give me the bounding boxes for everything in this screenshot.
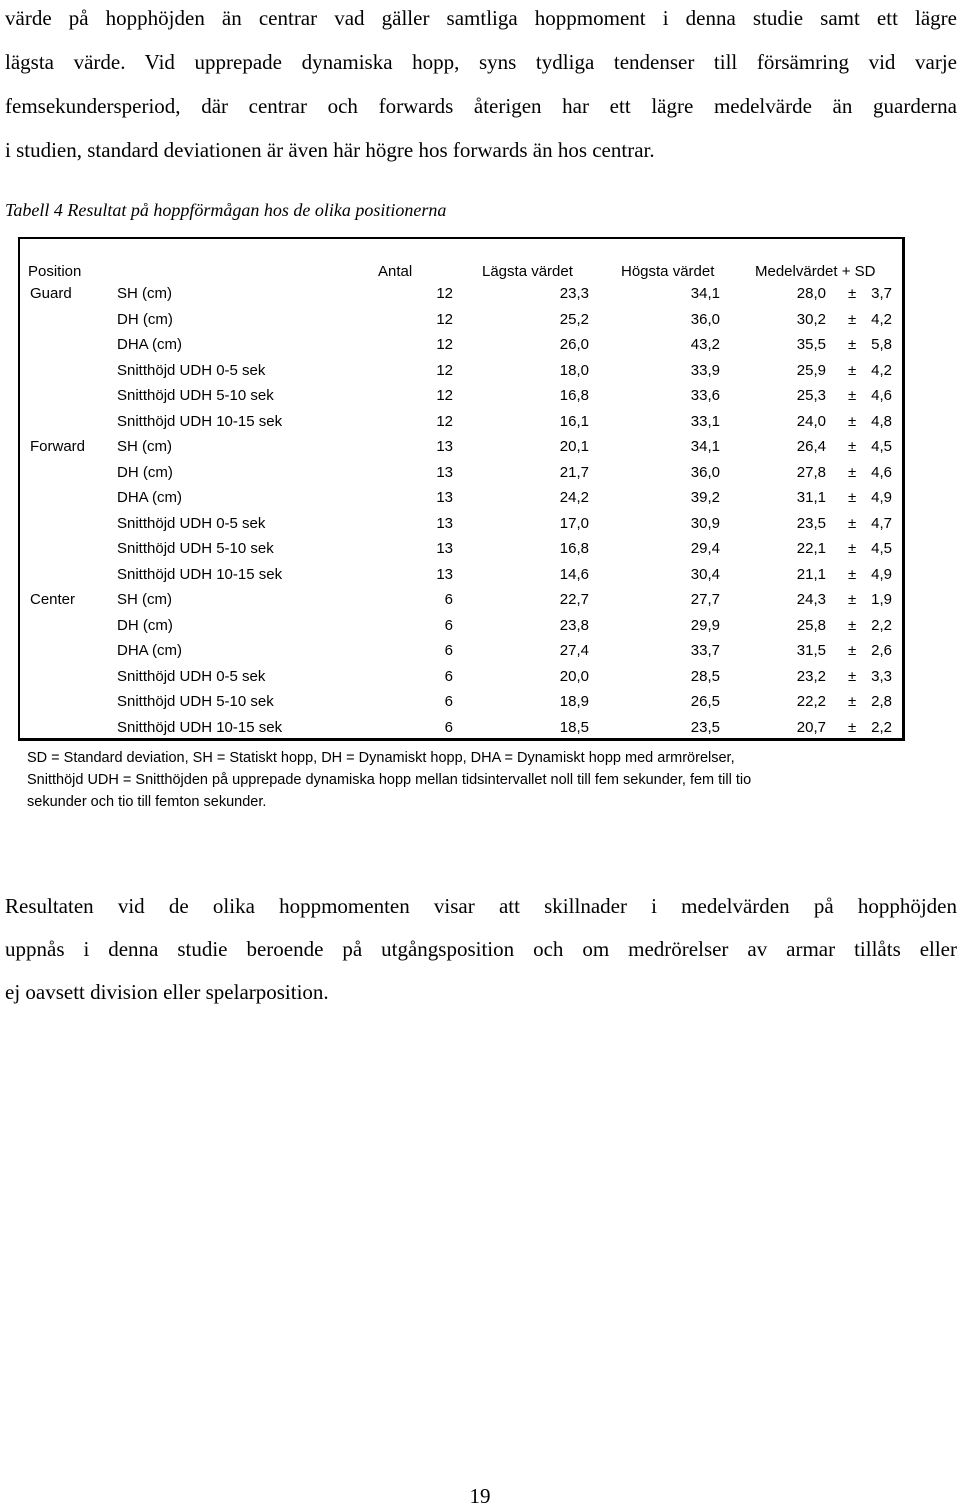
cell-test: DH (cm) — [117, 463, 173, 481]
cell-test: Snitthöjd UDH 5-10 sek — [117, 693, 274, 710]
cell-sd: 4,6 — [871, 463, 892, 481]
paragraph-line: femsekundersperiod, där centrar och forwards återigen har ett lägre medelvärde än guarderna — [5, 94, 957, 118]
cell-test: DHA (cm) — [117, 489, 182, 506]
cell-sd: 4,6 — [871, 387, 892, 404]
cell-plusminus: ± — [848, 387, 857, 404]
header-medel: Medelvärdet + SD — [755, 263, 876, 280]
cell-medel: 21,1 — [796, 565, 826, 583]
cell-sd: 4,2 — [871, 310, 892, 328]
cell-test: DHA (cm) — [117, 642, 182, 659]
paragraph-line: Resultaten vid de olika hoppmomenten visar att skillnader i medelvärden på hopphöjden — [5, 894, 957, 918]
cell-lagsta: 16,8 — [559, 540, 589, 557]
cell-sd: 4,8 — [871, 412, 892, 430]
cell-medel: 27,8 — [796, 463, 826, 481]
cell-plusminus: ± — [848, 667, 857, 685]
cell-medel: 26,4 — [796, 438, 826, 455]
cell-antal: 12 — [436, 412, 453, 430]
cell-antal: 12 — [436, 310, 453, 328]
cell-antal: 6 — [444, 591, 453, 608]
cell-test: SH (cm) — [117, 438, 172, 455]
cell-antal: 12 — [436, 361, 453, 379]
cell-lagsta: 16,8 — [559, 387, 589, 404]
cell-hogsta: 33,6 — [690, 387, 720, 404]
cell-medel: 31,1 — [796, 489, 826, 506]
cell-antal: 13 — [436, 489, 453, 506]
cell-plusminus: ± — [848, 463, 857, 481]
cell-medel: 22,1 — [796, 540, 826, 557]
cell-antal: 12 — [436, 285, 453, 302]
cell-medel: 30,2 — [796, 310, 826, 328]
cell-plusminus: ± — [848, 310, 857, 328]
cell-medel: 20,7 — [796, 718, 826, 736]
cell-sd: 1,9 — [871, 591, 892, 608]
cell-antal: 6 — [444, 616, 453, 634]
cell-test: Snitthöjd UDH 0-5 sek — [117, 514, 266, 532]
cell-lagsta: 14,6 — [559, 565, 589, 583]
intro-paragraph — [5, 0, 957, 172]
cell-plusminus: ± — [848, 412, 857, 430]
table-footnote — [27, 747, 907, 813]
cell-plusminus: ± — [848, 336, 857, 353]
cell-test: DHA (cm) — [117, 336, 182, 353]
cell-lagsta: 18,5 — [559, 718, 589, 736]
cell-hogsta: 34,1 — [690, 438, 720, 455]
cell-antal: 13 — [436, 514, 453, 532]
cell-plusminus: ± — [848, 489, 857, 506]
cell-test: DH (cm) — [117, 616, 173, 634]
cell-plusminus: ± — [848, 591, 857, 608]
cell-hogsta: 27,7 — [690, 591, 720, 608]
cell-lagsta: 20,1 — [559, 438, 589, 455]
cell-test: Snitthöjd UDH 0-5 sek — [117, 667, 266, 685]
header-hogsta: Högsta värdet — [621, 263, 715, 280]
footnote-line: sekunder och tio till femton sekunder. — [27, 794, 267, 810]
cell-antal: 6 — [444, 642, 453, 659]
cell-hogsta: 30,4 — [690, 565, 720, 583]
cell-sd: 4,5 — [871, 438, 892, 455]
cell-hogsta: 34,1 — [690, 285, 720, 302]
cell-test: Snitthöjd UDH 10-15 sek — [117, 412, 283, 430]
cell-sd: 2,6 — [871, 642, 892, 659]
cell-test: Snitthöjd UDH 5-10 sek — [117, 540, 274, 557]
cell-hogsta: 33,9 — [690, 361, 720, 379]
cell-antal: 6 — [444, 718, 453, 736]
cell-sd: 3,3 — [871, 667, 892, 685]
cell-hogsta: 30,9 — [690, 514, 720, 532]
cell-medel: 28,0 — [796, 285, 826, 302]
cell-lagsta: 20,0 — [559, 667, 589, 685]
cell-medel: 35,5 — [796, 336, 826, 353]
footnote-line: SD = Standard deviation, SH = Statiskt hopp, DH = Dynamiskt hopp, DHA = Dynamiskt hopp med armrörelser, — [27, 750, 735, 766]
cell-antal: 12 — [436, 387, 453, 404]
cell-hogsta: 33,7 — [690, 642, 720, 659]
cell-hogsta: 28,5 — [690, 667, 720, 685]
cell-plusminus: ± — [848, 718, 857, 736]
cell-medel: 23,5 — [796, 514, 826, 532]
paragraph-line: i studien, standard deviationen är även här högre hos forwards än hos centrar. — [5, 138, 655, 162]
cell-antal: 13 — [436, 540, 453, 557]
cell-sd: 4,9 — [871, 489, 892, 506]
cell-plusminus: ± — [848, 693, 857, 710]
cell-test: Snitthöjd UDH 5-10 sek — [117, 387, 274, 404]
cell-position: Center — [30, 591, 76, 608]
table-caption: Tabell 4 Resultat på hoppförmågan hos de olika positionerna — [5, 200, 447, 220]
cell-sd: 2,2 — [871, 718, 892, 736]
cell-lagsta: 16,1 — [559, 412, 589, 430]
cell-test: Snitthöjd UDH 10-15 sek — [117, 718, 283, 736]
cell-sd: 4,5 — [871, 540, 892, 557]
cell-plusminus: ± — [848, 642, 857, 659]
cell-position: Forward — [30, 438, 86, 455]
cell-lagsta: 21,7 — [559, 463, 589, 481]
cell-lagsta: 17,0 — [559, 514, 589, 532]
cell-antal: 6 — [444, 667, 453, 685]
cell-antal: 6 — [444, 693, 453, 710]
cell-plusminus: ± — [848, 565, 857, 583]
cell-antal: 13 — [436, 565, 453, 583]
page-number: 19 — [469, 1484, 491, 1508]
cell-position: Guard — [30, 285, 72, 302]
cell-plusminus: ± — [848, 514, 857, 532]
header-lagsta: Lägsta värdet — [482, 263, 573, 280]
footnote-line: Snitthöjd UDH = Snitthöjden på upprepade dynamiska hopp mellan tidsintervallet noll till fem sekunder, fem till tio — [27, 772, 752, 788]
cell-sd: 3,7 — [871, 285, 892, 302]
cell-antal: 13 — [436, 463, 453, 481]
cell-sd: 2,8 — [871, 693, 892, 710]
header-position: Position — [28, 263, 82, 280]
cell-test: SH (cm) — [117, 285, 172, 302]
cell-medel: 25,8 — [796, 616, 826, 634]
cell-sd: 2,2 — [871, 616, 892, 634]
paragraph-line: uppnås i denna studie beroende på utgångsposition och om medrörelser av armar tillåts eller — [5, 937, 957, 961]
cell-medel: 31,5 — [796, 642, 826, 659]
cell-hogsta: 36,0 — [690, 310, 720, 328]
cell-test: Snitthöjd UDH 0-5 sek — [117, 361, 266, 379]
cell-hogsta: 36,0 — [690, 463, 720, 481]
cell-sd: 4,9 — [871, 565, 892, 583]
cell-lagsta: 24,2 — [559, 489, 589, 506]
cell-antal: 12 — [436, 336, 453, 353]
cell-test: DH (cm) — [117, 310, 173, 328]
cell-medel: 25,9 — [796, 361, 826, 379]
cell-sd: 4,7 — [871, 514, 892, 532]
paragraph-line: värde på hopphöjden än centrar vad gäller samtliga hoppmoment i denna studie samt ett lägre — [5, 6, 957, 30]
cell-hogsta: 43,2 — [690, 336, 720, 353]
cell-sd: 4,2 — [871, 361, 892, 379]
cell-medel: 24,3 — [796, 591, 826, 608]
paragraph-line: lägsta värde. Vid upprepade dynamiska hopp, syns tydliga tendenser till försämring vid varje — [5, 50, 957, 74]
cell-lagsta: 18,0 — [559, 361, 589, 379]
cell-lagsta: 27,4 — [559, 642, 589, 659]
cell-medel: 23,2 — [796, 667, 826, 685]
cell-hogsta: 33,1 — [690, 412, 720, 430]
cell-medel: 24,0 — [796, 412, 826, 430]
cell-test: Snitthöjd UDH 10-15 sek — [117, 565, 283, 583]
cell-lagsta: 22,7 — [559, 591, 589, 608]
cell-plusminus: ± — [848, 361, 857, 379]
header-antal: Antal — [378, 263, 413, 280]
cell-plusminus: ± — [848, 540, 857, 557]
cell-hogsta: 39,2 — [690, 489, 720, 506]
result-paragraph — [5, 885, 957, 1014]
cell-medel: 22,2 — [796, 693, 826, 710]
cell-hogsta: 26,5 — [690, 693, 720, 710]
cell-test: SH (cm) — [117, 591, 172, 608]
cell-sd: 5,8 — [871, 336, 892, 353]
cell-hogsta: 29,4 — [690, 540, 720, 557]
cell-lagsta: 23,3 — [559, 285, 589, 302]
cell-hogsta: 29,9 — [690, 616, 720, 634]
cell-lagsta: 23,8 — [559, 616, 589, 634]
cell-plusminus: ± — [848, 438, 857, 455]
cell-antal: 13 — [436, 438, 453, 455]
cell-plusminus: ± — [848, 616, 857, 634]
cell-lagsta: 18,9 — [559, 693, 589, 710]
cell-lagsta: 26,0 — [559, 336, 589, 353]
cell-medel: 25,3 — [796, 387, 826, 404]
cell-hogsta: 23,5 — [690, 718, 720, 736]
cell-plusminus: ± — [848, 285, 857, 302]
paragraph-line: ej oavsett division eller spelarposition. — [5, 980, 329, 1004]
cell-lagsta: 25,2 — [559, 310, 589, 328]
